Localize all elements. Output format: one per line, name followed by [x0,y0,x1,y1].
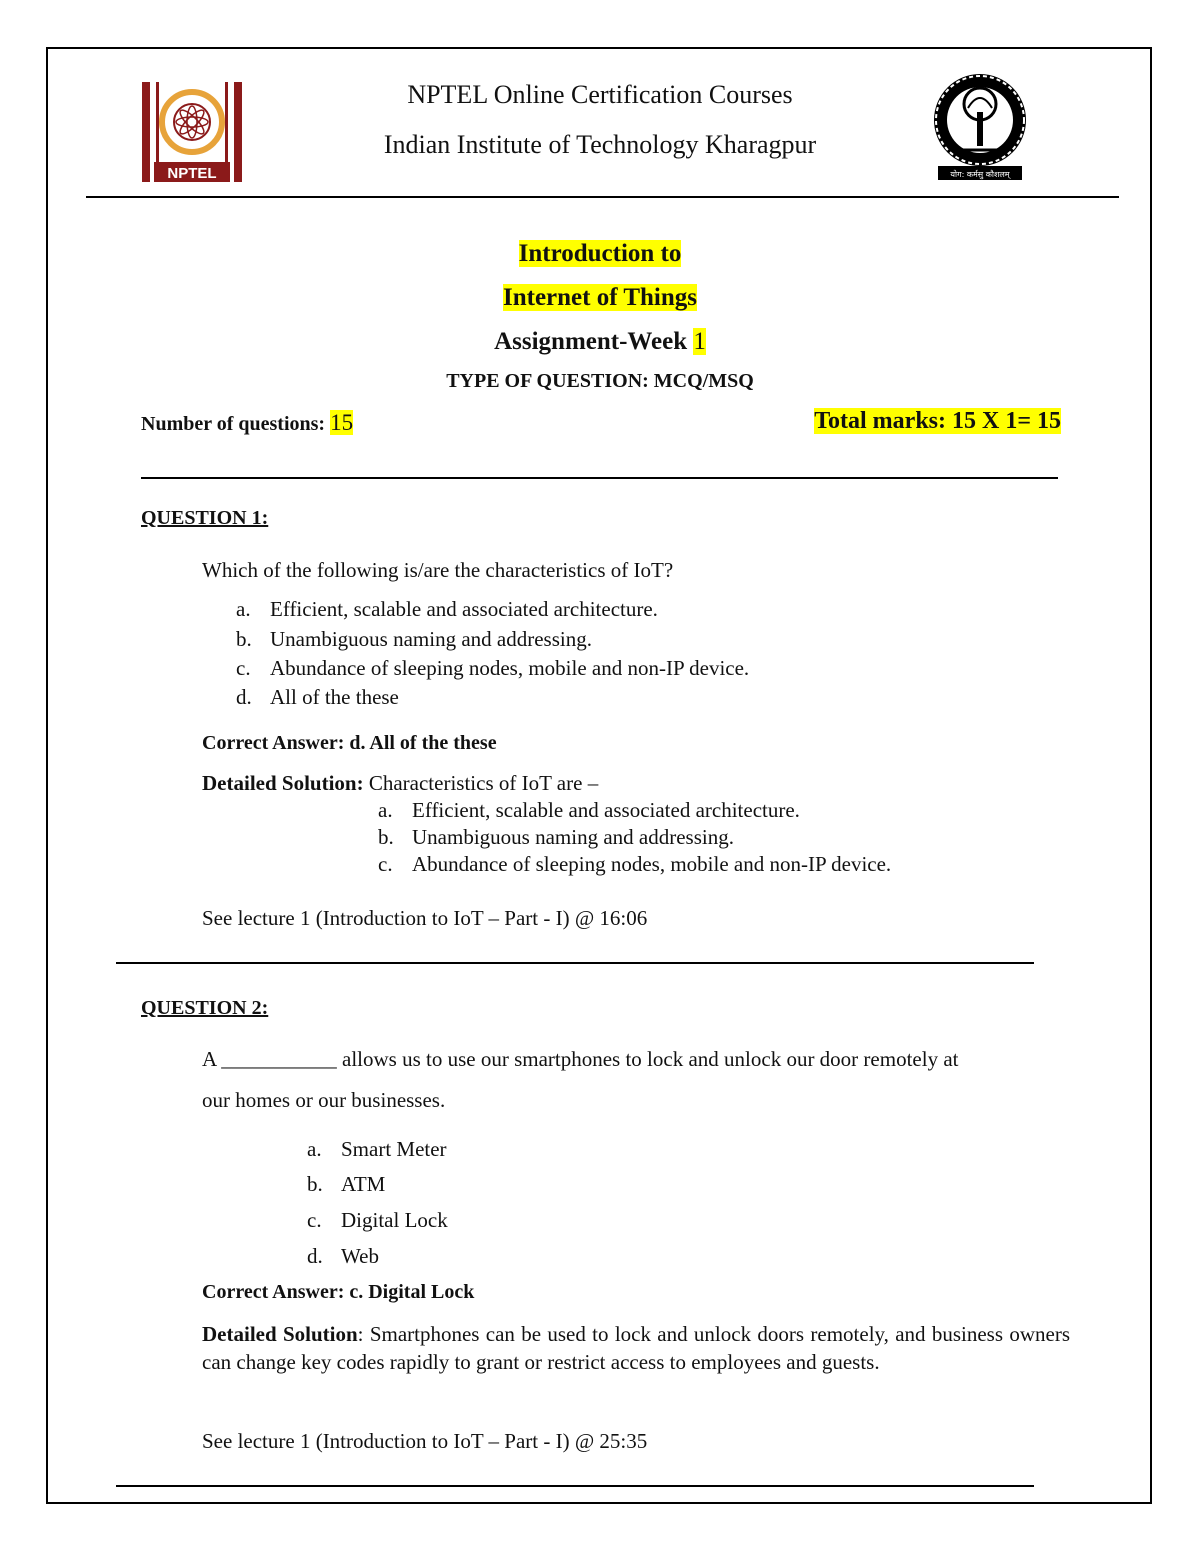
q1-option-text: All of the these [270,685,399,709]
header-line-1: NPTEL Online Certification Courses [407,80,793,109]
nptel-logo [140,80,244,184]
q1-reference: See lecture 1 (Introduction to IoT – Part - I) @ 16:06 [202,906,648,930]
total-marks [814,408,1061,435]
assignment-prefix: Assignment-Week [494,328,694,355]
q2-reference: See lecture 1 (Introduction to IoT – Part - I) @ 25:35 [202,1429,648,1453]
q1-solution-label: Detailed Solution: [202,771,369,795]
q1-option-letter: a. [236,597,251,621]
q1-option-letter: d. [236,685,252,709]
q1-option-text: Unambiguous naming and addressing. [270,627,592,651]
q2-answer-label: Correct Answer: [202,1281,350,1303]
q2-answer-value: c. Digital Lock [349,1281,475,1303]
q2-correct-answer [202,1281,474,1304]
num-questions-label: Number of questions: [141,413,331,435]
q2-option-text: Web [341,1244,379,1268]
q1-solution-text: Efficient, scalable and associated architecture. [412,798,800,822]
q2-solution-label: Detailed Solution [202,1322,358,1346]
assignment-title [0,328,1200,356]
svg-text:योग: कर्मसु कौशलम्: योग: कर्मसु कौशलम् [950,170,1010,179]
q1-solution-letter: c. [378,852,393,876]
title-line-2 [0,284,1200,312]
title-line-2-text: Internet of Things [502,284,697,311]
q1-option-letter: c. [236,656,251,680]
q2-option-letter: b. [307,1172,323,1196]
question-type: TYPE OF QUESTION: MCQ/MSQ [446,370,754,392]
q2-text-line-1: A ___________ allows us to use our smartphones to lock and unlock our door remotely at [202,1047,959,1071]
q1-solution-text: Unambiguous naming and addressing. [412,825,734,849]
svg-text:NPTEL: NPTEL [167,165,217,182]
header-divider [86,196,1119,198]
q1-divider [116,962,1034,964]
assignment-week: 1 [693,328,706,355]
q2-option-text: Smart Meter [341,1137,447,1161]
iit-kharagpur-logo [930,70,1030,184]
q2-solution-text: : Smartphones can be used to lock and unlock doors remotely, and business owners can change key codes rapidly to grant or restrict access to employees and guests. [202,1322,1070,1374]
q2-detailed-solution [202,1320,1070,1376]
title-line-1-text: Introduction to [518,240,682,267]
num-questions [141,410,353,436]
meta-divider [141,477,1058,479]
title-line-1 [0,240,1200,268]
q2-option-text: Digital Lock [341,1208,448,1232]
q2-option-letter: a. [307,1137,322,1161]
q1-option-letter: b. [236,627,252,651]
header-line-2: Indian Institute of Technology Kharagpur [383,130,817,159]
q1-answer-value: d. All of the these [349,732,497,754]
q1-solution-intro: Characteristics of IoT are – [368,771,599,795]
q2-divider [116,1485,1034,1487]
q1-answer-label: Correct Answer: [202,732,350,754]
q1-solution-letter: b. [378,825,394,849]
q2-text-line-2: our homes or our businesses. [202,1088,446,1112]
total-marks-text: Total marks: 15 X 1= 15 [814,408,1061,434]
q1-solution-letter: a. [378,798,393,822]
q1-detailed-solution [202,771,598,796]
q1-option-text: Efficient, scalable and associated architecture. [270,597,658,621]
q1-text: Which of the following is/are the characteristics of IoT? [202,558,674,582]
q2-option-letter: c. [307,1208,322,1232]
q1-heading: QUESTION 1: [141,507,269,529]
q1-correct-answer [202,732,497,755]
q1-solution-text: Abundance of sleeping nodes, mobile and non-IP device. [412,852,892,876]
q2-heading: QUESTION 2: [141,997,269,1019]
q1-option-text: Abundance of sleeping nodes, mobile and non-IP device. [270,656,750,680]
q2-option-text: ATM [341,1172,386,1196]
q2-option-letter: d. [307,1244,323,1268]
num-questions-value: 15 [330,410,354,435]
